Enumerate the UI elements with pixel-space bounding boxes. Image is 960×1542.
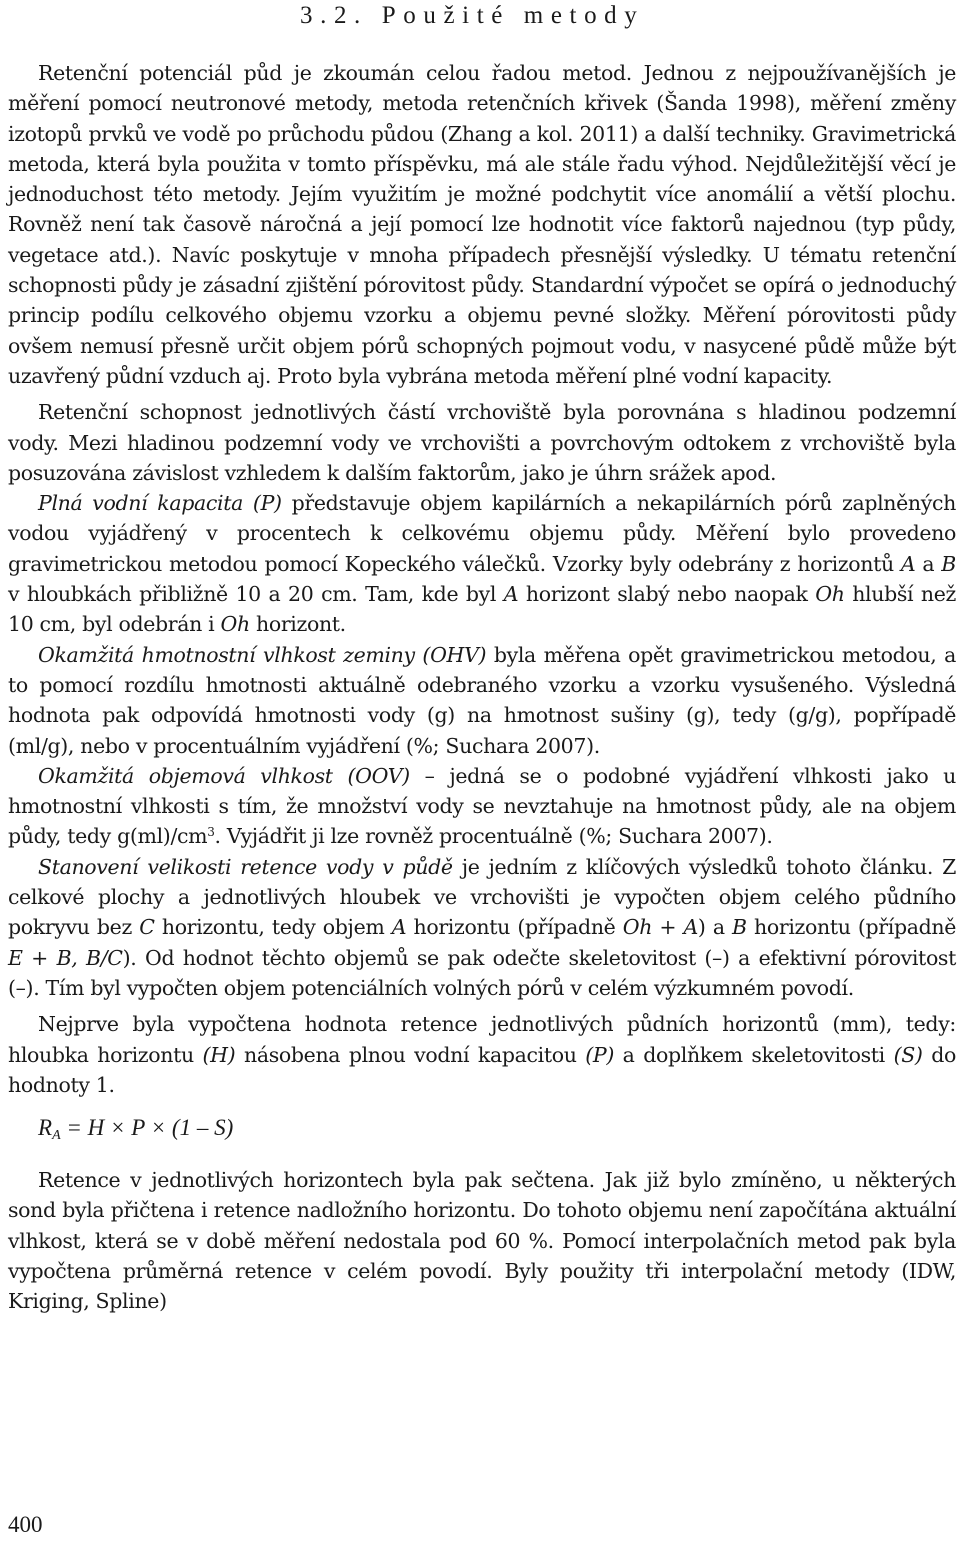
paragraph-4: Okamžitá hmotnostní vlhkost zeminy (OHV) byla měřena opět gravimetrickou metodou, a to pomocí rozdílu hmotnosti aktuálně odebraného vzorku a vzorku vysušeného. Výsledná hodnota pak odpovídá hmotnosti vody (g) na hmotnost sušiny (g), tedy (g/g), popřípadě (ml/g), nebo v procentuálním vyjádření (%; Suchara 2007). xyxy=(8,642,956,758)
paragraph-6: Stanovení velikosti retence vody v půdě je jedním z klíčových výsledků tohoto článku. Z celkové plochy a jednotlivých hloubek ve vrchovišti je vypočten objem celého půdního pokryvu bez C horizontu, tedy objem A horizontu (případně Oh + A) a B horizontu (případně E + B, B/C). Od hodnot těchto objemů se pak odečte skeletovitost (–) a efektivní pórovitost (–). Tím byl vypočten objem potenciálních volných pórů v celém výzkumném povodí. xyxy=(8,854,957,1000)
retention-formula: $R_A = H \times P \times (1 - S)$ xyxy=(38,1115,234,1144)
term-ohv: Okamžitá hmotnostní vlhkost zeminy (OHV) xyxy=(38,642,487,667)
article-body xyxy=(8,58,956,1317)
section-heading: 3.2. Použité metody xyxy=(300,2,645,29)
paragraph-5: Okamžitá objemová vlhkost (OOV) – jedná se o podobné vyjádření vlhkosti jako u hmotnostní vlhkosti s tím, že množství vody se nevztahuje na hmotnost půdy, ale na objem půdy, tedy $g(ml)/cm^3$. Vyjádřit ji lze rovněž procentuálně (%; Suchara 2007). xyxy=(8,763,956,849)
term-oov: Okamžitá objemová vlhkost (OOV) xyxy=(38,763,410,788)
paragraph-3: Plná vodní kapacita (P) představuje objem kapilárních a nekapilárních pórů zaplněných vodou vyjádřený v procentech k celkovému objemu půdy. Měření bylo provedeno gravimetrickou metodou pomocí Kopeckého válečků. Vzorky byly odebrány z horizontů A a B v hloubkách přibližně 10 a 20 cm. Tam, kde byl A horizont slabý nebo naopak Oh hlubší než 10 cm, byl odebrán i Oh horizont. xyxy=(8,491,956,637)
page-number: 400 xyxy=(8,1512,43,1537)
paragraph-1: Retenční potenciál půd je zkoumán celou řadou metod. Jednou z nejpoužívanějších je měření pomocí neutronové metody, metoda retenčních křivek (Šanda 1998), měření změny izotopů prvků ve vodě po průchodu půdou (Zhang a kol. 2011) a další techniky. Gravimetrická metoda, která byla použita v tomto příspěvku, má ale stále řadu výhod. Nejdůležitější věcí je jednoduchost této metody. Jejím využitím je možné podchytit více anomálií a větší plochu. Rovněž není tak časově náročná a její pomocí lze hodnotit více faktorů najednou (typ půdy, vegetace atd.). Navíc poskytuje v mnoha případech přesnější výsledky. U tématu retenční schopnosti půdy je zásadní zjištění pórovitost půdy. Standardní výpočet se opírá o jednoduchý princip podílu celkového objemu vzorku a objemu pevné složky. Měření pórovitosti půdy ovšem nemusí přesně určit objem pórů schopných pojmout vodu, v nasycené půdě může být uzavřený půdní vzduch aj. Proto byla vybrána metoda měření plné vodní kapacity. xyxy=(8,61,956,388)
paragraph-7: Nejprve byla vypočtena hodnota retence jednotlivých půdních horizontů (mm), tedy: hloubka horizontu (H) násobena plnou vodní kapacitou (P) a doplňkem skeletovitosti (S) do hodnoty 1. xyxy=(8,1012,956,1097)
term-retence: Stanovení velikosti retence vody v půdě xyxy=(38,854,453,879)
paragraph-8: Retence v jednotlivých horizontech byla pak sečtena. Jak již bylo zmíněno, u některých sond byla přičtena i retence nadložního horizontu. Do tohoto objemu není započítána aktuální vlhkost, která se v době měření nedostala pod 60 %. Pomocí interpolačních metod pak byla vypočtena průměrná retence v celém povodí. Byly použity tři interpolační metody (IDW, Kriging, Spline) xyxy=(8,1168,956,1314)
term-plna-vodni-kapacita: Plná vodní kapacita (P) xyxy=(38,491,282,516)
paragraph-2: Retenční schopnost jednotlivých částí vrchoviště byla porovnána s hladinou podzemní vody. Mezi hladinou podzemní vody ve vrchovišti a povrchovým odtokem z vrchoviště byla posuzována závislost vzhledem k dalším faktorům, jako je úhrn srážek apod. xyxy=(8,400,956,485)
